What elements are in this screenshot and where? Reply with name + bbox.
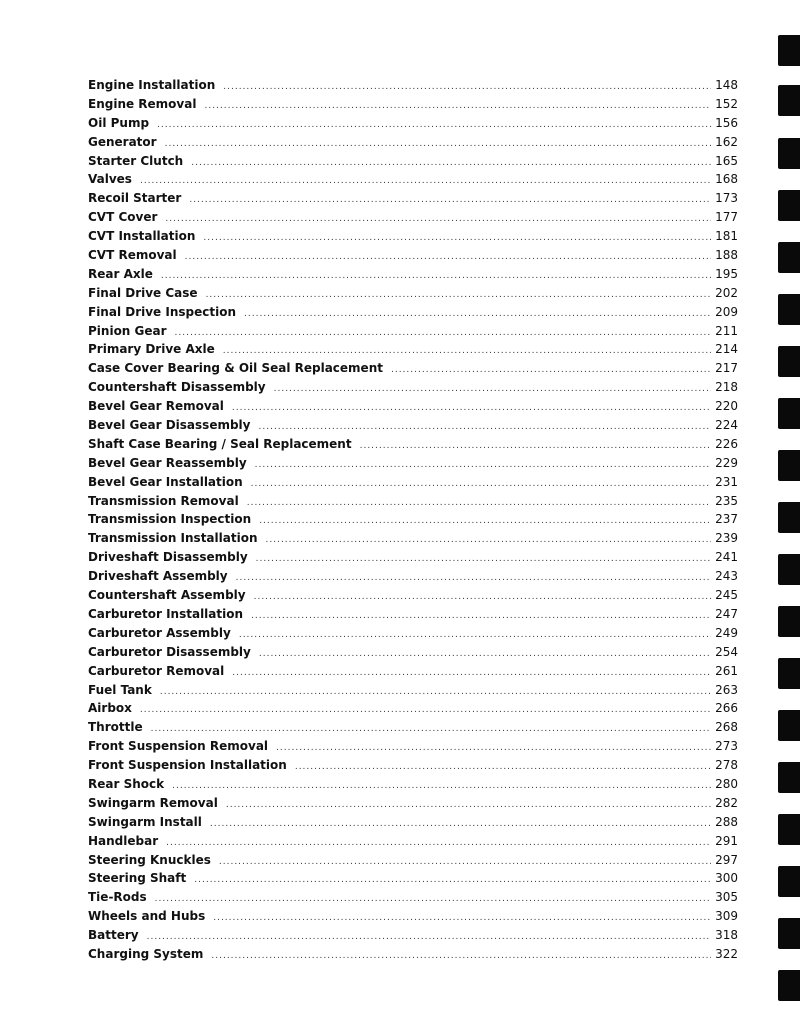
toc-entry-page-number: 249 [715,625,738,640]
toc-entry[interactable] [88,529,738,548]
toc-entry-title: Carburetor Assembly [88,625,231,640]
toc-entry-title: Valves [88,172,132,187]
toc-entry[interactable] [88,227,738,246]
toc-entry[interactable] [88,888,738,907]
toc-entry-page-number: 195 [715,266,738,281]
index-tab-marker [778,294,800,325]
toc-entry-title: Driveshaft Disassembly [88,550,248,565]
toc-entry-page-number: 245 [715,588,738,603]
dot-leader [219,853,711,872]
toc-entry-title: Oil Pump [88,115,150,130]
toc-entry-title: Carburetor Removal [88,663,225,678]
toc-entry-page-number: 217 [715,361,738,376]
toc-entry[interactable] [88,624,738,643]
dot-leader [204,97,711,116]
toc-entry[interactable] [88,76,738,95]
toc-entry[interactable] [88,869,738,888]
toc-entry-title: Transmission Inspection [88,512,252,527]
dot-leader [232,399,711,418]
dot-leader [256,550,711,569]
toc-entry[interactable] [88,851,738,870]
index-tab-marker [778,502,800,533]
toc-entry-title: Carburetor Disassembly [88,644,251,659]
dot-leader [185,248,711,267]
toc-entry[interactable] [88,567,738,586]
toc-entry[interactable] [88,548,738,567]
toc-entry[interactable] [88,718,738,737]
toc-entry[interactable] [88,152,738,171]
index-tab-marker [778,138,800,169]
toc-entry[interactable] [88,775,738,794]
dot-leader [254,588,711,607]
toc-entry-title: Transmission Installation [88,531,258,546]
toc-entry-page-number: 211 [715,323,738,338]
toc-entry-title: Transmission Removal [88,493,239,508]
dot-leader [276,739,711,758]
toc-entry-page-number: 235 [715,493,738,508]
toc-entry-title: Swingarm Removal [88,795,218,810]
toc-entry[interactable] [88,605,738,624]
toc-entry-title: Starter Clutch [88,153,184,168]
index-tab-marker [778,190,800,221]
index-tab-marker [778,866,800,897]
index-tab-marker [778,710,800,741]
toc-entry-page-number: 273 [715,739,738,754]
toc-entry[interactable] [88,945,738,964]
dot-leader [140,172,711,191]
dot-leader [247,494,711,513]
toc-entry-title: Case Cover Bearing & Oil Seal Replacement [88,361,383,376]
toc-entry[interactable] [88,397,738,416]
toc-entry-title: Handlebar [88,833,159,848]
toc-entry-title: Recoil Starter [88,191,182,206]
index-tab-marker [778,970,800,1001]
dot-leader [295,758,711,777]
toc-entry-page-number: 214 [715,342,738,357]
dot-leader [210,815,711,834]
index-tab-marker [778,242,800,273]
toc-entry-page-number: 278 [715,758,738,773]
toc-entry-page-number: 188 [715,248,738,263]
toc-entry-page-number: 202 [715,285,738,300]
index-tab-marker [778,814,800,845]
toc-entry[interactable] [88,681,738,700]
dot-leader [255,456,711,475]
toc-entry-title: CVT Installation [88,229,196,244]
index-tab-marker [778,658,800,689]
toc-entry-page-number: 305 [715,890,738,905]
toc-entry[interactable] [88,265,738,284]
toc-entry-title: Shaft Case Bearing / Seal Replacement [88,436,352,451]
toc-entry-title: Front Suspension Removal [88,739,269,754]
toc-entry-title: Bevel Gear Disassembly [88,418,251,433]
dot-leader [259,645,711,664]
toc-entry[interactable] [88,322,738,341]
index-tab-marker [778,762,800,793]
index-tab-marker [778,346,800,377]
toc-entry-title: Engine Installation [88,78,216,92]
dot-leader [259,512,711,531]
toc-entry-title: Bevel Gear Removal [88,399,224,414]
toc-entry-title: Engine Removal [88,96,197,111]
index-tab-marker [778,918,800,949]
dot-leader [165,135,711,154]
toc-entry-page-number: 177 [715,210,738,225]
toc-entry-title: Carburetor Installation [88,606,244,621]
index-tab-marker [778,554,800,585]
toc-entry-page-number: 266 [715,701,738,716]
toc-entry-title: Bevel Gear Installation [88,474,243,489]
toc-entry-title: CVT Removal [88,248,177,263]
toc-entry[interactable] [88,454,738,473]
toc-entry-title: Steering Knuckles [88,852,211,867]
toc-entry-title: Countershaft Assembly [88,588,246,603]
toc-entry[interactable] [88,133,738,152]
toc-entry-title: Generator [88,134,157,149]
toc-entry-page-number: 173 [715,191,738,206]
toc-entry[interactable] [88,473,738,492]
index-tab-marker [778,35,800,66]
dot-leader [266,531,712,550]
toc-entry[interactable] [88,340,738,359]
toc-entry[interactable] [88,170,738,189]
dot-leader [239,626,711,645]
toc-entry[interactable] [88,662,738,681]
toc-entry-page-number: 239 [715,531,738,546]
toc-entry-page-number: 148 [715,78,738,92]
toc-entry-page-number: 261 [715,663,738,678]
dot-leader [211,947,711,966]
toc-entry-page-number: 318 [715,928,738,943]
toc-entry-title: Fuel Tank [88,682,152,697]
dot-leader [165,210,711,229]
toc-entry-title: Steering Shaft [88,871,187,886]
toc-entry-page-number: 254 [715,644,738,659]
toc-entry[interactable] [88,378,738,397]
toc-entry-page-number: 300 [715,871,738,886]
toc-entry[interactable] [88,303,738,322]
toc-entry-page-number: 181 [715,229,738,244]
toc-entry-title: Primary Drive Axle [88,342,215,357]
index-tab-marker [778,398,800,429]
toc-entry-page-number: 241 [715,550,738,565]
toc-entry[interactable] [88,416,738,435]
toc-entry-title: Charging System [88,946,204,961]
toc-entry[interactable] [88,510,738,529]
dot-leader [155,890,711,909]
dot-leader [157,116,711,135]
toc-entry-title: Final Drive Case [88,285,198,300]
toc-entry-title: Driveshaft Assembly [88,569,228,584]
toc-entry-page-number: 209 [715,304,738,319]
dot-leader [236,569,711,588]
dot-leader [391,361,711,380]
dot-leader [191,154,711,173]
toc-entry-page-number: 322 [715,946,738,961]
dot-leader [189,191,711,210]
toc-entry-title: Airbox [88,701,132,716]
toc-entry[interactable] [88,926,738,945]
dot-leader [161,267,711,286]
index-tab-marker [778,85,800,116]
dot-leader [251,475,711,494]
toc-entry-page-number: 231 [715,474,738,489]
toc-entry[interactable] [88,492,738,511]
toc-entry-title: Rear Shock [88,776,165,791]
toc-entry-page-number: 291 [715,833,738,848]
table-of-contents [88,76,738,964]
toc-entry-title: CVT Cover [88,210,158,225]
toc-entry-page-number: 247 [715,606,738,621]
toc-entry-page-number: 297 [715,852,738,867]
toc-entry[interactable] [88,359,738,378]
toc-entry[interactable] [88,813,738,832]
toc-entry-page-number: 263 [715,682,738,697]
toc-entry[interactable] [88,435,738,454]
dot-leader [206,286,711,305]
toc-entry-page-number: 168 [715,172,738,187]
toc-entry-page-number: 226 [715,436,738,451]
dot-leader [147,928,711,947]
toc-entry[interactable] [88,699,738,718]
toc-entry[interactable] [88,907,738,926]
index-tabs [776,0,800,1035]
toc-entry[interactable] [88,114,738,133]
toc-entry-title: Countershaft Disassembly [88,380,266,395]
toc-entry[interactable] [88,284,738,303]
toc-entry-page-number: 220 [715,399,738,414]
toc-entry-title: Bevel Gear Reassembly [88,455,247,470]
dot-leader [223,78,711,97]
toc-entry-page-number: 309 [715,909,738,924]
toc-entry[interactable] [88,756,738,775]
toc-entry[interactable] [88,794,738,813]
toc-entry[interactable] [88,586,738,605]
toc-entry-page-number: 218 [715,380,738,395]
index-tab-marker [778,450,800,481]
toc-entry-page-number: 162 [715,134,738,149]
dot-leader [203,229,711,248]
dot-leader [160,683,711,702]
toc-entry-title: Final Drive Inspection [88,304,237,319]
toc-entry-title: Swingarm Install [88,814,202,829]
dot-leader [360,437,711,456]
toc-entry-page-number: 224 [715,418,738,433]
toc-entry-page-number: 156 [715,115,738,130]
dot-leader [172,777,711,796]
toc-entry-page-number: 282 [715,795,738,810]
toc-entry-title: Pinion Gear [88,323,167,338]
toc-entry-title: Battery [88,928,139,943]
dot-leader [140,701,711,720]
dot-leader [166,834,711,853]
toc-entry-page-number: 280 [715,776,738,791]
toc-entry[interactable] [88,189,738,208]
index-tab-marker [778,606,800,637]
toc-entry-page-number: 152 [715,96,738,111]
toc-entry-title: Wheels and Hubs [88,909,206,924]
toc-entry-page-number: 268 [715,720,738,735]
dot-leader [213,909,711,928]
toc-entry[interactable] [88,208,738,227]
toc-entry[interactable] [88,832,738,851]
toc-entry-page-number: 288 [715,814,738,829]
toc-entry-title: Tie-Rods [88,890,147,905]
dot-leader [274,380,711,399]
dot-leader [244,305,711,324]
toc-entry[interactable] [88,246,738,265]
toc-entry[interactable] [88,95,738,114]
toc-entry-title: Rear Axle [88,266,153,281]
toc-entry-page-number: 229 [715,455,738,470]
toc-entry[interactable] [88,643,738,662]
dot-leader [226,796,711,815]
dot-leader [251,607,711,626]
toc-entry-page-number: 237 [715,512,738,527]
toc-entry[interactable] [88,737,738,756]
toc-entry-page-number: 243 [715,569,738,584]
toc-entry-title: Throttle [88,720,143,735]
dot-leader [175,324,711,343]
toc-entry-page-number: 165 [715,153,738,168]
dot-leader [194,871,711,890]
dot-leader [232,664,711,683]
toc-entry-title: Front Suspension Installation [88,758,287,773]
